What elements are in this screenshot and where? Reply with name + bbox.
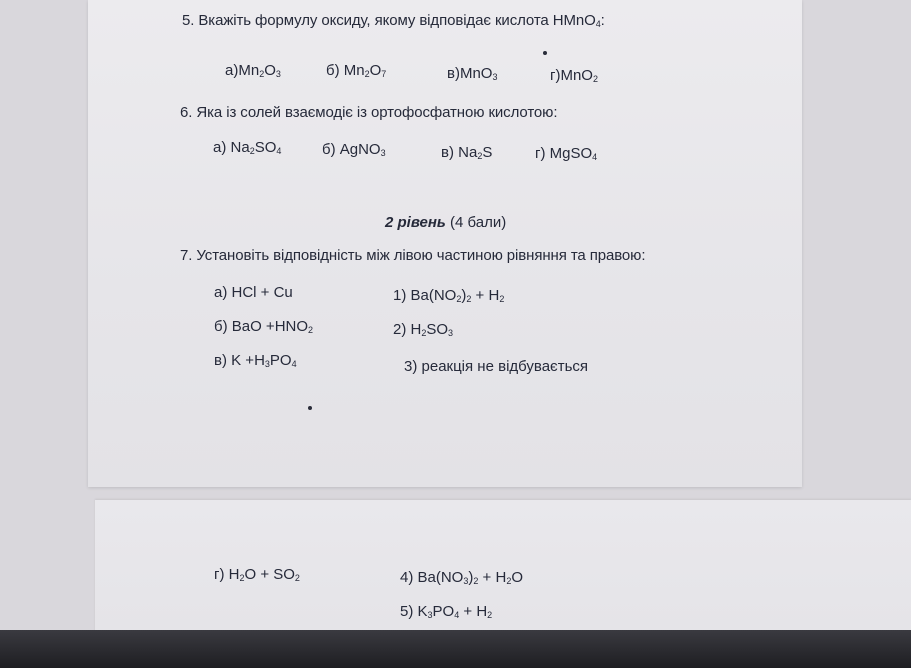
q6-option-b: б) AgNO$_3$ (322, 141, 386, 158)
q5-option-c: в)MnO$_3$ (447, 65, 498, 82)
q7-right-4: 4) $Ba(NO_3)_2 + H_2O$ (400, 569, 524, 586)
question-6-text: 6. Яка із солей взаємодіє із ортофосфатною кислотою: (180, 104, 558, 121)
q5-option-b: б) $Mn_2O_7$ (326, 62, 387, 79)
q5-option-d: г)MnO$_2$ (550, 67, 598, 84)
level-heading: 2 рівень (4 бали) (385, 214, 507, 231)
q7-right-1: 1) $Ba(NO_2)_2 + H_2$ (393, 287, 505, 304)
paper-speck (543, 51, 547, 55)
q7-right-3: 3) реакція не відбувається (404, 358, 589, 375)
paper-speck (308, 406, 312, 410)
worksheet-page (88, 0, 802, 487)
q7-right-5: 5) $K_3PO_4 + H_2$ (400, 603, 493, 620)
q7-left-b: б) BaO $+HNO_2$ (214, 318, 314, 335)
q7-left-c: в) $K +H_3PO_4$ (214, 352, 297, 369)
q7-left-d: г) $H_2O + SO_2$ (214, 566, 300, 583)
question-5-text: 5. Вкажіть формулу оксиду, якому відповідає кислота HMnO$_4$: (182, 12, 605, 29)
q7-left-a: а) HCl + Cu (214, 284, 293, 301)
q6-option-a: а) $Na_2SO_4$ (213, 139, 282, 156)
question-7-text: 7. Установіть відповідність між лівою частиною рівняння та правою: (180, 247, 646, 264)
q6-option-d: г) MgSO$_4$ (535, 145, 598, 162)
q6-option-c: в) $Na_2S$ (441, 144, 493, 161)
q7-right-2: 2) $H_2SO_3$ (393, 321, 454, 338)
desk-background (0, 630, 911, 668)
q5-option-a: $а)Mn_2O_3$ (225, 62, 281, 79)
